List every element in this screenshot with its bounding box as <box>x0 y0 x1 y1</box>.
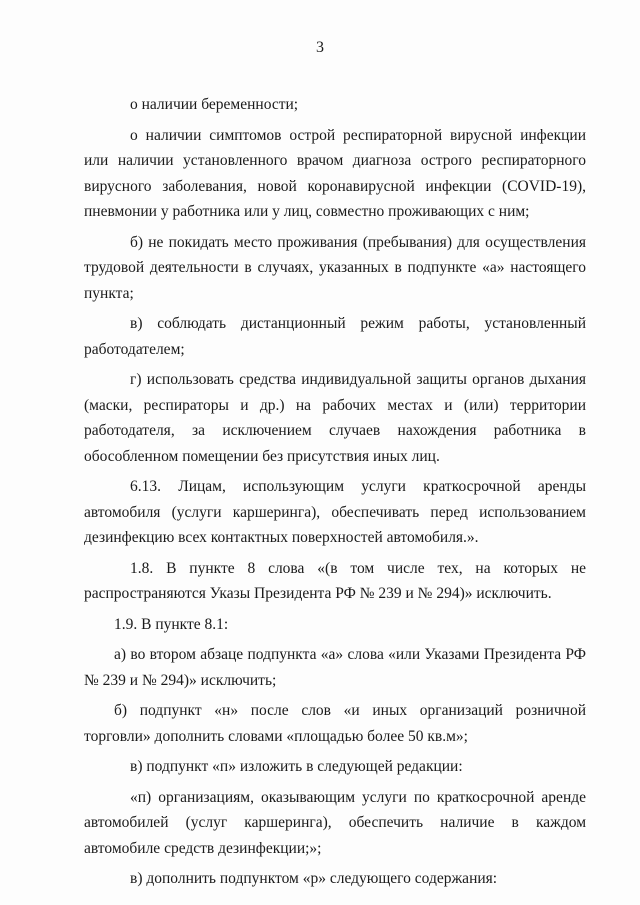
paragraph-6-13-carsharing: 6.13. Лицам, использующим услуги краткосрочной аренды автомобиля (услуги каршеринга), обеспечивать перед использованием дезинфекцию всех контактных поверхностей автомобиля.». <box>84 478 586 546</box>
paragraph-1-9: 1.9. В пункте 8.1: <box>114 615 229 633</box>
paragraph-a-exclude: а) во втором абзаце подпункта «а» слова «или Указами Президента РФ № 239 и № 294)» исключить; <box>84 646 586 689</box>
paragraph-b-stay-home: б) не покидать место проживания (пребывания) для осуществления трудовой деятельности в случаях, указанных в подпункте «а» настоящего пункта; <box>84 233 586 302</box>
paragraph-pregnancy: о наличии беременности; <box>130 96 299 113</box>
paragraph-1-8: 1.8. В пункте 8 слова «(в том числе тех, на которых не распространяются Указы Президента РФ № 239 и № 294)» исключить. <box>84 559 586 602</box>
document-body <box>84 92 586 894</box>
paragraph-g-protective-equipment: г) использовать средства индивидуальной защиты органов дыхания (маски, респираторы и др.) на рабочих местах и (или) территории работодателя, за исключением случаев нахождения работника в обособленном помещении без присутствия иных лиц. <box>84 371 586 465</box>
paragraph-v-subclause-p: в) подпункт «п» изложить в следующей редакции: <box>130 758 463 775</box>
paragraph-b-subclause-n: б) подпункт «н» после слов «и иных организаций розничной торговли» дополнить словами «площадью более 50 кв.м»; <box>84 702 586 745</box>
paragraph-symptoms: о наличии симптомов острой респираторной вирусной инфекции или наличии установленного врачом диагноза острого респираторного вирусного заболевания, новой коронавирусной инфекции (COVID-19), пневмонии у работника или у лиц, совместно проживающих с ним; <box>84 126 586 220</box>
paragraph-v-remote-work: в) соблюдать дистанционный режим работы, установленный работодателем; <box>84 315 586 358</box>
paragraph-v-add-subclause-r: в) дополнить подпунктом «р» следующего содержания: <box>130 870 498 887</box>
paragraph-p-new-text: «п) организациям, оказывающим услуги по краткосрочной аренде автомобилей (услуг каршеринга), обеспечить наличие в каждом автомобиле средств дезинфекции;»; <box>84 788 586 857</box>
page-number: 3 <box>316 39 324 56</box>
